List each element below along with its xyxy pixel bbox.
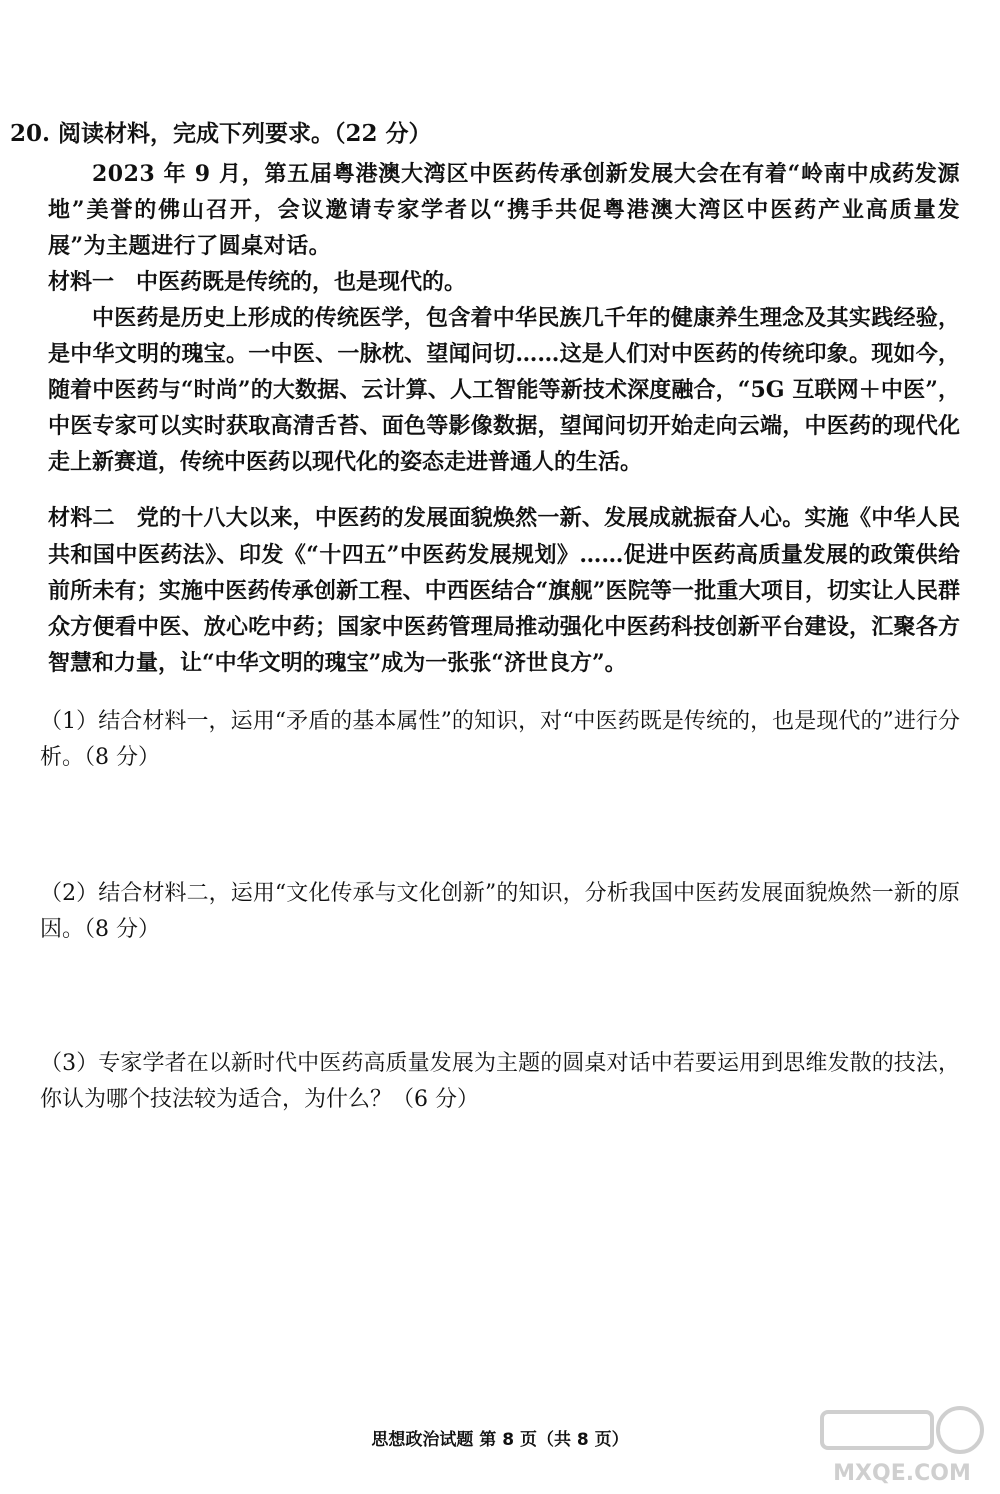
page-footer: 思想政治试题 第 8 页（共 8 页） [371, 1430, 629, 1450]
material2-label: 材料二 [48, 506, 115, 531]
watermark-text: MXQE.COM [833, 1461, 971, 1486]
material1-heading-line [48, 264, 960, 301]
sub-question-2: （2）结合材料二，运用“文化传承与文化创新”的知识，分析我国中医药发展面貌焕然一新的原因。（8 分） [40, 881, 960, 942]
sub-question-1: （1）结合材料一，运用“矛盾的基本属性”的知识，对“中医药既是传统的，也是现代的”进行分析。（8 分） [40, 709, 960, 770]
sub-question-3: （3）专家学者在以新时代中医药高质量发展为主题的圆桌对话中若要运用到思维发散的技法，你认为哪个技法较为适合，为什么？（6 分） [40, 1051, 960, 1112]
question-title: 20. 阅读材料，完成下列要求。（22 分） [10, 120, 432, 147]
material1-body: 中医药是历史上形成的传统医学，包含着中华民族几千年的健康养生理念及其实践经验，是中华文明的瑰宝。一中医、一脉枕、望闻问切……这是人们对中医药的传统印象。现如今，随着中医药与“时尚”的大数据、云计算、人工智能等新技术深度融合，“5G 互联网＋中医”，中医专家可以实时获取高清舌苔、面色等影像数据，望闻问切开始走向云端，中医药的现代化走上新赛道，传统中医药以现代化的姿态走进普通人的生活。 [48, 305, 960, 475]
material1-label: 材料一 [48, 270, 115, 295]
question-intro: 2023 年 9 月，第五届粤港澳大湾区中医药传承创新发展大会在有着“岭南中成药发源地”美誉的佛山召开，会议邀请专家学者以“携手共促粤港澳大湾区中医药产业高质量发展”为主题进行了圆桌对话。 [48, 161, 960, 259]
material2-body: 党的十八大以来，中医药的发展面貌焕然一新、发展成就振奋人心。实施《中华人民共和国中医药法》、印发《“十四五”中医药发展规划》……促进中医药高质量发展的政策供给前所未有；实施中医药传承创新工程、中西医结合“旗舰”医院等一批重大项目，切实让人民群众方便看中医、放心吃中药；国家中医药管理局推动强化中医药科技创新平台建设，汇聚各方智慧和力量，让“中华文明的瑰宝”成为一张张“济世良方”。 [48, 505, 960, 676]
material2-paragraph [48, 500, 960, 681]
material1-heading: 中医药既是传统的，也是现代的。 [136, 269, 467, 295]
watermark-logo [812, 1400, 992, 1490]
